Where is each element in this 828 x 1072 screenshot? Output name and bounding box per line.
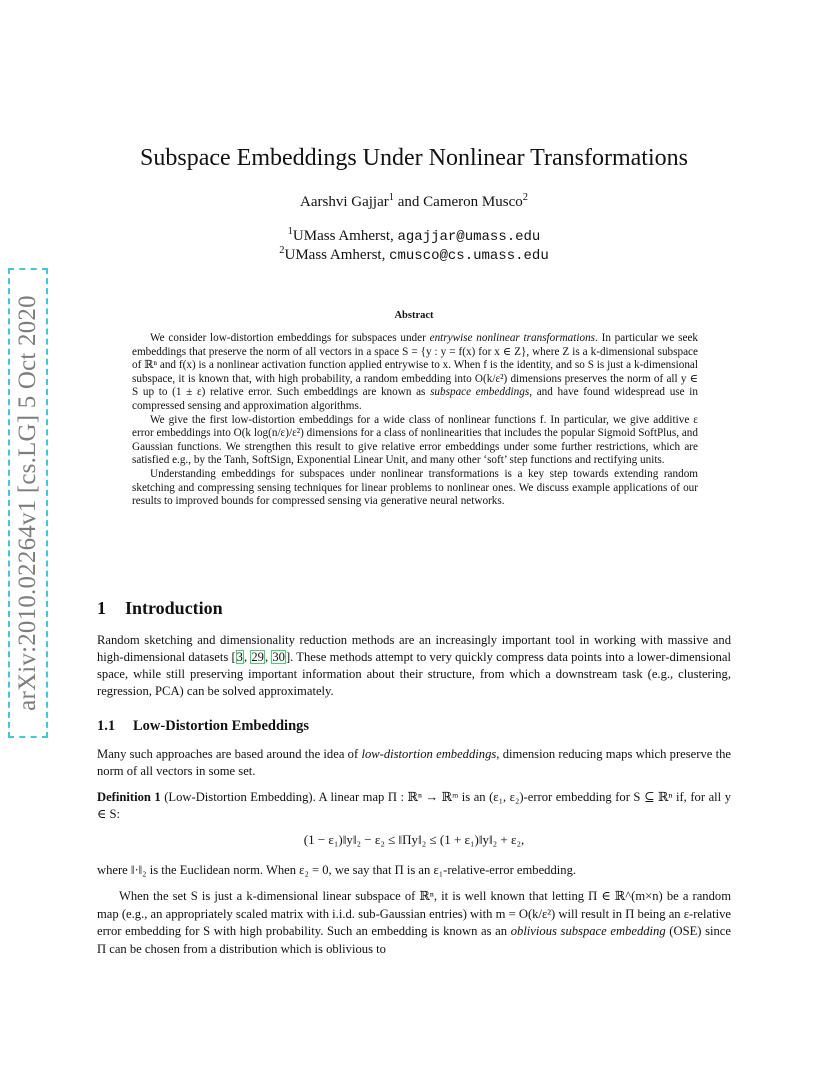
abstract-p1-text-a: We consider low-distortion embeddings for subspaces under (150, 332, 430, 344)
section-heading-introduction (97, 598, 223, 619)
email-2[interactable]: cmusco@cs.umass.edu (389, 248, 549, 264)
author-separator: and (393, 194, 424, 210)
definition-1 (97, 789, 731, 823)
intro-text-b: ]. These methods attempt to very quickly compress data points into a lower-dimensional space, while still preserving important information about their structure, from which a downstream task (e.g., clustering, regression, PCA) can be solved approximately. (97, 650, 732, 698)
citation-link[interactable]: 29 (251, 650, 264, 664)
abstract-paragraph-1 (132, 332, 698, 414)
abstract-p1-emph-a: entrywise nonlinear transformations (429, 332, 596, 344)
abstract-paragraph-2: We give the first low-distortion embeddings for a wide class of nonlinear functions f. In particular, we give additive ε error embeddings into O(k log(n/ε)/ε²) dimensions for a class of nonlinearities that includes the popular Sigmoid SoftPlus, and Gaussian functions. We strengthen this result to give relative error embeddings under some further restrictions, which are satisfied e.g., by the Tanh, SoftSign, Exponential Linear Unit, and many other ‘soft’ step functions and rectifying units. (132, 413, 698, 467)
display-equation: (1 − ε₁)‖y‖₂ − ε₂ ≤ ‖Πy‖₂ ≤ (1 + ε₁)‖y‖₂ + ε₂, (303, 832, 525, 847)
citation-link[interactable]: 3 (236, 650, 243, 664)
definition-name: (Low-Distortion Embedding). (160, 790, 316, 804)
abstract-heading: Abstract (394, 310, 434, 321)
author-2: Cameron Musco (423, 194, 523, 210)
ose-text-b: (OSE) since Π can be chosen from a distribution which is oblivious to (97, 924, 731, 956)
author-1-mark: 1 (388, 192, 394, 203)
abstract-p1-text-c: , and have found widespread use in compressed sensing and approximation algorithms. (132, 386, 698, 412)
definition-text: A linear map Π : ℝⁿ → ℝᵐ is an (ε₁, ε₂)-error embedding for S ⊆ ℝⁿ if, for all y ∈ S: (97, 790, 731, 821)
affiliation-2 (0, 245, 828, 264)
abstract-p1-text-b: . In particular we seek embeddings that preserve the norm of all vectors in a space S = {y : y = f(x) for x ∈ Z}, where Z is a k-dimensional subspace of ℝⁿ and f(x) is a nonlinear activation function applied entrywise to x. When f is the identity, and so S is just a k-dimensional subspace, it is known that, with high probability, a random embedding into O(k/ε²) dimensions preserves the norm of all y ∈ S up to (1 ± ε) relative error. Such embeddings are known as (132, 332, 698, 399)
author-line (0, 192, 828, 211)
affiliation-1 (0, 226, 828, 245)
ose-paragraph (97, 888, 731, 958)
abstract-paragraph-3: Understanding embeddings for subspaces under nonlinear transformations is a key step towards extending random sketching and compressing sensing techniques for linear problems to nonlinear ones. We discuss example applications of our results to improved bounds for compressed sensing via generative neural networks. (132, 467, 698, 508)
subsection-heading-low-distortion (97, 718, 309, 735)
paper-title: Subspace Embeddings Under Nonlinear Transformations (140, 145, 688, 171)
arxiv-id[interactable]: arXiv:2010.02264v1 [cs.LG] 5 Oct 2020 (14, 295, 41, 711)
lde-paragraph (97, 746, 731, 780)
lde-text-a: Many such approaches are based around the idea of (97, 747, 362, 761)
ose-emph: oblivious subspace embedding (510, 924, 666, 939)
affiliation-2-mark: 2 (279, 245, 285, 256)
affiliation-1-mark: 1 (287, 226, 293, 237)
affiliation-1-name: UMass Amherst, (292, 228, 394, 244)
definition-label: Definition 1 (97, 790, 161, 804)
intro-paragraph: Random sketching and dimensionality reduction methods are an increasingly important tool in working with massive and high-dimensional datasets [3, 29, 30]. These methods attempt to very quickly compress data points into a lower-dimensional space, while still preserving important information about their structure, from which a downstream task (e.g., clustering, regression, PCA) can be solved approximately. (97, 633, 732, 698)
lde-emph: low-distortion embeddings (361, 747, 497, 761)
subsection-title: Low-Distortion Embeddings (133, 718, 310, 734)
author-1: Aarshvi Gajjar (300, 194, 389, 210)
ose-text-a: When the set S is just a k-dimensional linear subspace of ℝⁿ, it is well known that letting Π ∈ ℝ^(m×n) be a random map (e.g., an appropriately scaled matrix with i.i.d. sub-Gaussian entries) with m = O(k/ε²) will result in Π being an ε-relative error embedding for S with high probability. Such an embedding is known as an (97, 889, 731, 939)
abstract (132, 332, 698, 509)
affiliation-2-name: UMass Amherst, (284, 247, 386, 263)
lde-text-b: , dimension reducing maps which preserve the norm of all vectors in some set. (97, 747, 731, 778)
email-1[interactable]: agajjar@umass.edu (397, 229, 541, 245)
abstract-p1-emph-b: subspace embeddings (430, 386, 530, 399)
section-number: 1 (97, 598, 106, 618)
citation-link[interactable]: 30 (272, 650, 285, 664)
after-equation-text: where ‖·‖₂ is the Euclidean norm. When ε₂ = 0, we say that Π is an ε₁-relative-error embedding. (97, 863, 577, 877)
arxiv-stamp[interactable] (8, 268, 48, 738)
subsection-number: 1.1 (97, 718, 116, 734)
author-2-mark: 2 (522, 192, 528, 203)
section-title: Introduction (125, 598, 223, 618)
intro-text-a: Random sketching and dimensionality reduction methods are an increasingly important tool in working with massive and high-dimensional datasets [ (97, 633, 731, 664)
